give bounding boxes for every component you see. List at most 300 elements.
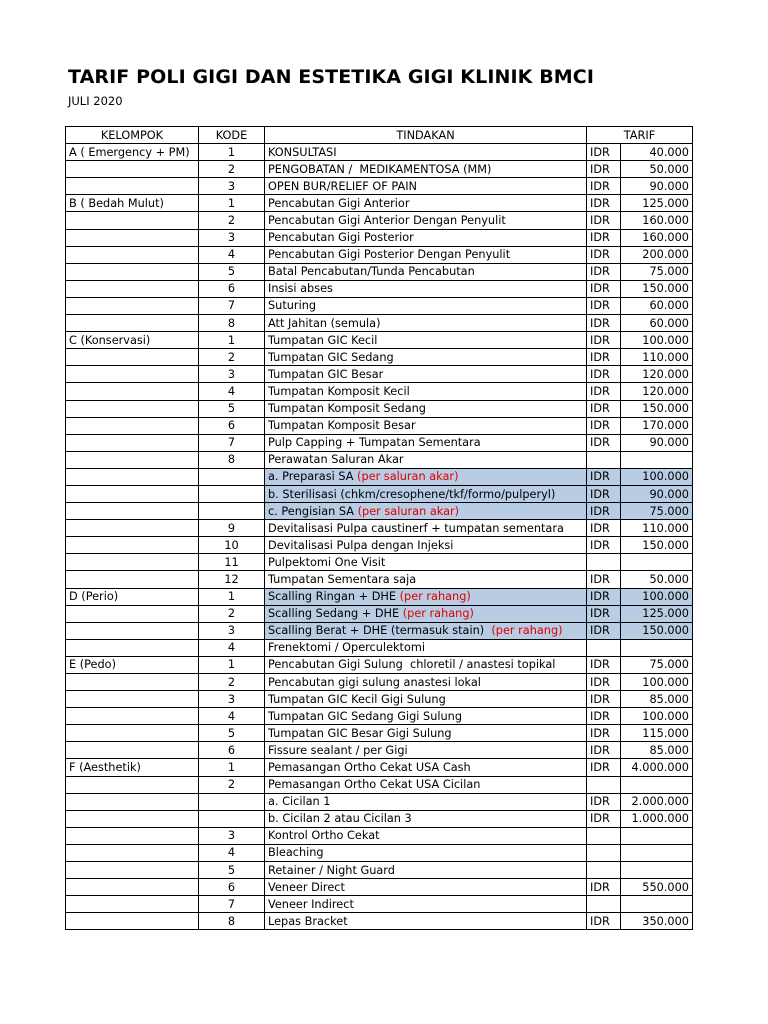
tindakan-text: Tumpatan Komposit Sedang [268, 402, 426, 416]
table-row [66, 656, 693, 673]
cell-tindakan [265, 297, 587, 314]
cell-currency: IDR [587, 178, 621, 195]
header-kode: KODE [199, 127, 265, 144]
table-row [66, 451, 693, 468]
cell-kode: 12 [199, 571, 265, 588]
tindakan-text: Devitalisasi Pulpa dengan Injeksi [268, 538, 454, 552]
cell-tindakan [265, 691, 587, 708]
cell-tindakan [265, 656, 587, 673]
table-row [66, 742, 693, 759]
cell-kode [199, 503, 265, 520]
cell-amount: 50.000 [621, 161, 693, 178]
cell-kelompok [66, 691, 199, 708]
tindakan-text: Tumpatan GIC Kecil [268, 333, 378, 347]
tindakan-text: Pencabutan Gigi Sulung chloretil / anastesi topikal [268, 658, 556, 672]
cell-amount: 60.000 [621, 297, 693, 314]
cell-kode: 6 [199, 879, 265, 896]
cell-amount: 125.000 [621, 605, 693, 622]
cell-kode: 7 [199, 297, 265, 314]
cell-kode: 4 [199, 639, 265, 656]
tindakan-note: (per rahang) [402, 607, 474, 621]
cell-kode [199, 468, 265, 485]
cell-amount: 125.000 [621, 195, 693, 212]
tindakan-text: b. Cicilan 2 atau Cicilan 3 [268, 812, 412, 826]
cell-currency: IDR [587, 417, 621, 434]
cell-amount: 160.000 [621, 212, 693, 229]
cell-kelompok [66, 178, 199, 195]
cell-kode [199, 485, 265, 502]
table-body [66, 144, 693, 930]
cell-kelompok [66, 349, 199, 366]
document-date: JULI 2020 [68, 94, 123, 108]
cell-currency: IDR [587, 485, 621, 502]
cell-tindakan [265, 332, 587, 349]
cell-tindakan [265, 776, 587, 793]
cell-currency: IDR [587, 195, 621, 212]
cell-amount: 100.000 [621, 674, 693, 691]
cell-kode: 1 [199, 144, 265, 161]
cell-kode: 4 [199, 844, 265, 861]
cell-tindakan [265, 588, 587, 605]
cell-kelompok [66, 400, 199, 417]
cell-kode: 1 [199, 332, 265, 349]
cell-amount: 150.000 [621, 537, 693, 554]
cell-currency: IDR [587, 708, 621, 725]
cell-kelompok [66, 229, 199, 246]
table-row [66, 434, 693, 451]
cell-kode: 2 [199, 212, 265, 229]
cell-kelompok: B ( Bedah Mulut) [66, 195, 199, 212]
tindakan-text: Pencabutan gigi sulung anastesi lokal [268, 675, 481, 689]
table-row [66, 622, 693, 639]
table-row [66, 674, 693, 691]
cell-kelompok [66, 212, 199, 229]
cell-tindakan [265, 485, 587, 502]
cell-tindakan [265, 639, 587, 656]
cell-currency: IDR [587, 605, 621, 622]
cell-kelompok [66, 503, 199, 520]
cell-currency: IDR [587, 246, 621, 263]
cell-amount: 120.000 [621, 383, 693, 400]
cell-tindakan [265, 468, 587, 485]
cell-tindakan [265, 571, 587, 588]
cell-kelompok [66, 451, 199, 468]
cell-amount: 75.000 [621, 656, 693, 673]
cell-kelompok [66, 366, 199, 383]
cell-currency: IDR [587, 229, 621, 246]
tindakan-text: Tumpatan GIC Kecil Gigi Sulung [268, 692, 446, 706]
cell-kode: 9 [199, 520, 265, 537]
tindakan-text: Suturing [268, 299, 317, 313]
cell-amount: 1.000.000 [621, 810, 693, 827]
cell-kelompok [66, 161, 199, 178]
cell-amount: 2.000.000 [621, 793, 693, 810]
cell-kode: 3 [199, 827, 265, 844]
table-row [66, 639, 693, 656]
tindakan-note: (per saluran akar) [357, 504, 460, 518]
cell-kode: 8 [199, 451, 265, 468]
cell-tindakan [265, 246, 587, 263]
cell-currency: IDR [587, 759, 621, 776]
cell-kode: 4 [199, 383, 265, 400]
cell-amount [621, 639, 693, 656]
cell-tindakan [265, 793, 587, 810]
cell-currency: IDR [587, 297, 621, 314]
cell-kelompok [66, 383, 199, 400]
cell-amount: 150.000 [621, 280, 693, 297]
cell-kelompok [66, 571, 199, 588]
cell-tindakan [265, 725, 587, 742]
cell-amount: 90.000 [621, 485, 693, 502]
cell-amount: 110.000 [621, 520, 693, 537]
cell-currency [587, 827, 621, 844]
cell-kelompok [66, 520, 199, 537]
cell-kelompok [66, 554, 199, 571]
tindakan-text: KONSULTASI [268, 145, 337, 159]
cell-kelompok [66, 810, 199, 827]
cell-kelompok: F (Aesthetik) [66, 759, 199, 776]
cell-currency: IDR [587, 161, 621, 178]
tindakan-text: Tumpatan Komposit Besar [268, 419, 416, 433]
table-row [66, 178, 693, 195]
table-row [66, 588, 693, 605]
table-row [66, 554, 693, 571]
cell-kode: 7 [199, 896, 265, 913]
cell-currency: IDR [587, 366, 621, 383]
table-row [66, 520, 693, 537]
cell-kode: 5 [199, 400, 265, 417]
cell-amount [621, 844, 693, 861]
cell-currency: IDR [587, 280, 621, 297]
cell-kode: 8 [199, 913, 265, 930]
cell-amount: 85.000 [621, 742, 693, 759]
cell-tindakan [265, 212, 587, 229]
cell-currency: IDR [587, 656, 621, 673]
cell-amount: 550.000 [621, 879, 693, 896]
cell-currency: IDR [587, 793, 621, 810]
cell-kode: 3 [199, 691, 265, 708]
table-row [66, 827, 693, 844]
cell-currency [587, 844, 621, 861]
cell-amount: 100.000 [621, 708, 693, 725]
cell-currency: IDR [587, 622, 621, 639]
cell-amount: 4.000.000 [621, 759, 693, 776]
cell-tindakan [265, 400, 587, 417]
cell-kode: 2 [199, 349, 265, 366]
table-row [66, 759, 693, 776]
cell-kelompok [66, 263, 199, 280]
cell-tindakan [265, 622, 587, 639]
cell-kelompok [66, 913, 199, 930]
cell-tindakan [265, 263, 587, 280]
cell-kelompok [66, 434, 199, 451]
cell-kelompok [66, 417, 199, 434]
cell-currency: IDR [587, 212, 621, 229]
cell-amount: 160.000 [621, 229, 693, 246]
cell-currency: IDR [587, 332, 621, 349]
table-row [66, 571, 693, 588]
cell-kode: 6 [199, 742, 265, 759]
cell-currency: IDR [587, 913, 621, 930]
cell-kelompok: A ( Emergency + PM) [66, 144, 199, 161]
table-row [66, 229, 693, 246]
cell-kode: 5 [199, 263, 265, 280]
table-row [66, 161, 693, 178]
cell-currency: IDR [587, 691, 621, 708]
cell-amount: 120.000 [621, 366, 693, 383]
tindakan-note: (per rahang) [491, 624, 563, 638]
cell-currency [587, 554, 621, 571]
cell-currency [587, 862, 621, 879]
tindakan-text: Frenektomi / Operculektomi [268, 641, 426, 655]
tindakan-text: Scalling Ringan + DHE [268, 590, 400, 604]
cell-kelompok [66, 639, 199, 656]
cell-tindakan [265, 366, 587, 383]
cell-currency: IDR [587, 263, 621, 280]
cell-kelompok [66, 793, 199, 810]
cell-currency: IDR [587, 588, 621, 605]
cell-amount: 100.000 [621, 588, 693, 605]
table-row [66, 844, 693, 861]
tindakan-text: Tumpatan GIC Sedang [268, 350, 394, 364]
cell-kode: 1 [199, 759, 265, 776]
cell-kelompok [66, 725, 199, 742]
cell-amount: 110.000 [621, 349, 693, 366]
cell-kelompok [66, 297, 199, 314]
cell-currency: IDR [587, 810, 621, 827]
table-row [66, 212, 693, 229]
cell-amount: 60.000 [621, 315, 693, 332]
cell-tindakan [265, 896, 587, 913]
cell-amount: 75.000 [621, 263, 693, 280]
table-row [66, 485, 693, 502]
cell-kode: 8 [199, 315, 265, 332]
table-row [66, 246, 693, 263]
cell-amount: 90.000 [621, 178, 693, 195]
tindakan-text: Pencabutan Gigi Posterior [268, 231, 414, 245]
cell-kelompok: E (Pedo) [66, 656, 199, 673]
tindakan-text: c. Pengisian SA [268, 504, 358, 518]
tindakan-text: OPEN BUR/RELIEF OF PAIN [268, 179, 417, 193]
document-title: TARIF POLI GIGI DAN ESTETIKA GIGI KLINIK BMCI [68, 66, 595, 88]
cell-amount [621, 776, 693, 793]
table-row [66, 793, 693, 810]
table-row [66, 144, 693, 161]
table-row [66, 468, 693, 485]
cell-amount [621, 896, 693, 913]
cell-kode: 3 [199, 366, 265, 383]
cell-kode: 2 [199, 605, 265, 622]
tindakan-text: Tumpatan Komposit Kecil [268, 384, 410, 398]
cell-amount: 90.000 [621, 434, 693, 451]
cell-amount: 100.000 [621, 332, 693, 349]
tindakan-text: PENGOBATAN / MEDIKAMENTOSA (MM) [268, 162, 492, 176]
cell-kelompok [66, 537, 199, 554]
header-tindakan: TINDAKAN [265, 127, 587, 144]
table-row [66, 879, 693, 896]
tindakan-text: Pemasangan Ortho Cekat USA Cash [268, 761, 471, 775]
cell-amount: 50.000 [621, 571, 693, 588]
cell-currency: IDR [587, 503, 621, 520]
cell-currency: IDR [587, 315, 621, 332]
cell-tindakan [265, 605, 587, 622]
cell-kelompok [66, 742, 199, 759]
cell-kode: 3 [199, 229, 265, 246]
cell-kelompok [66, 827, 199, 844]
cell-currency: IDR [587, 144, 621, 161]
tindakan-text: Kontrol Ortho Cekat [268, 829, 380, 843]
cell-tindakan [265, 862, 587, 879]
cell-currency: IDR [587, 879, 621, 896]
cell-kode [199, 793, 265, 810]
cell-currency: IDR [587, 537, 621, 554]
cell-currency [587, 896, 621, 913]
cell-kode: 10 [199, 537, 265, 554]
table-row [66, 280, 693, 297]
tindakan-text: Retainer / Night Guard [268, 863, 395, 877]
cell-kode: 4 [199, 246, 265, 263]
cell-tindakan [265, 520, 587, 537]
tindakan-text: Tumpatan GIC Besar [268, 367, 384, 381]
table-row [66, 263, 693, 280]
cell-amount: 75.000 [621, 503, 693, 520]
table-header-row [66, 127, 693, 144]
tindakan-text: Pemasangan Ortho Cekat USA Cicilan [268, 778, 481, 792]
cell-kode: 4 [199, 708, 265, 725]
cell-kelompok [66, 280, 199, 297]
cell-amount: 100.000 [621, 468, 693, 485]
tindakan-text: b. Sterilisasi (chkm/cresophene/tkf/formo/pulperyl) [268, 487, 556, 501]
cell-kelompok [66, 776, 199, 793]
cell-amount: 350.000 [621, 913, 693, 930]
tindakan-note: (per rahang) [399, 590, 471, 604]
table-row [66, 725, 693, 742]
cell-kelompok [66, 862, 199, 879]
cell-kode: 5 [199, 725, 265, 742]
cell-kode: 7 [199, 434, 265, 451]
cell-tindakan [265, 195, 587, 212]
cell-amount: 150.000 [621, 400, 693, 417]
table-row [66, 417, 693, 434]
cell-tindakan [265, 178, 587, 195]
tindakan-text: Bleaching [268, 846, 324, 860]
cell-tindakan [265, 434, 587, 451]
cell-kode: 6 [199, 280, 265, 297]
table-row [66, 913, 693, 930]
cell-tindakan [265, 537, 587, 554]
cell-kelompok [66, 896, 199, 913]
header-kelompok: KELOMPOK [66, 127, 199, 144]
tindakan-text: Devitalisasi Pulpa caustinerf + tumpatan sementara [268, 521, 564, 535]
tindakan-text: Tumpatan GIC Sedang Gigi Sulung [268, 709, 462, 723]
cell-tindakan [265, 161, 587, 178]
cell-kelompok [66, 485, 199, 502]
tindakan-text: a. Preparasi SA [268, 470, 358, 484]
cell-kode: 1 [199, 656, 265, 673]
table-row [66, 297, 693, 314]
tindakan-text: Tumpatan GIC Besar Gigi Sulung [268, 726, 452, 740]
tindakan-text: Perawatan Saluran Akar [268, 453, 404, 467]
tindakan-text: Fissure sealant / per Gigi [268, 743, 408, 757]
cell-kelompok [66, 879, 199, 896]
cell-kelompok [66, 674, 199, 691]
cell-tindakan [265, 315, 587, 332]
cell-tindakan [265, 708, 587, 725]
cell-amount: 200.000 [621, 246, 693, 263]
cell-kelompok [66, 622, 199, 639]
cell-kelompok [66, 246, 199, 263]
cell-amount: 85.000 [621, 691, 693, 708]
tindakan-text: Tumpatan Sementara saja [268, 572, 417, 586]
tindakan-text: Veneer Indirect [268, 897, 354, 911]
cell-currency: IDR [587, 742, 621, 759]
tindakan-text: Scalling Berat + DHE (termasuk stain) [268, 624, 492, 638]
cell-tindakan [265, 229, 587, 246]
tindakan-text: Pulp Capping + Tumpatan Sementara [268, 436, 481, 450]
cell-tindakan [265, 674, 587, 691]
cell-tindakan [265, 451, 587, 468]
cell-currency [587, 639, 621, 656]
cell-kode: 3 [199, 622, 265, 639]
cell-kode [199, 810, 265, 827]
cell-kode: 1 [199, 195, 265, 212]
cell-tindakan [265, 554, 587, 571]
table-row [66, 383, 693, 400]
cell-currency: IDR [587, 571, 621, 588]
table-row [66, 862, 693, 879]
cell-tindakan [265, 349, 587, 366]
table-row [66, 315, 693, 332]
tindakan-text: Pencabutan Gigi Posterior Dengan Penyulit [268, 248, 511, 262]
cell-kelompok [66, 315, 199, 332]
cell-currency: IDR [587, 434, 621, 451]
cell-currency: IDR [587, 400, 621, 417]
cell-kelompok [66, 844, 199, 861]
cell-currency [587, 451, 621, 468]
cell-kode: 11 [199, 554, 265, 571]
tindakan-text: Lepas Bracket [268, 914, 348, 928]
table-row [66, 503, 693, 520]
cell-kode: 2 [199, 776, 265, 793]
cell-currency: IDR [587, 725, 621, 742]
cell-currency [587, 776, 621, 793]
cell-tindakan [265, 844, 587, 861]
cell-amount [621, 554, 693, 571]
cell-tindakan [265, 144, 587, 161]
header-tarif: TARIF [587, 127, 693, 144]
table-row [66, 896, 693, 913]
table-row [66, 708, 693, 725]
cell-tindakan [265, 503, 587, 520]
cell-kode: 5 [199, 862, 265, 879]
cell-kode: 3 [199, 178, 265, 195]
tindakan-text: Pulpektomi One Visit [268, 555, 386, 569]
cell-kelompok: C (Konservasi) [66, 332, 199, 349]
cell-kelompok [66, 605, 199, 622]
cell-tindakan [265, 913, 587, 930]
cell-kode: 1 [199, 588, 265, 605]
cell-amount: 40.000 [621, 144, 693, 161]
cell-kelompok [66, 468, 199, 485]
cell-tindakan [265, 280, 587, 297]
table-row [66, 537, 693, 554]
cell-kode: 2 [199, 161, 265, 178]
cell-tindakan [265, 383, 587, 400]
cell-currency: IDR [587, 468, 621, 485]
cell-amount: 150.000 [621, 622, 693, 639]
cell-kelompok [66, 708, 199, 725]
cell-tindakan [265, 742, 587, 759]
